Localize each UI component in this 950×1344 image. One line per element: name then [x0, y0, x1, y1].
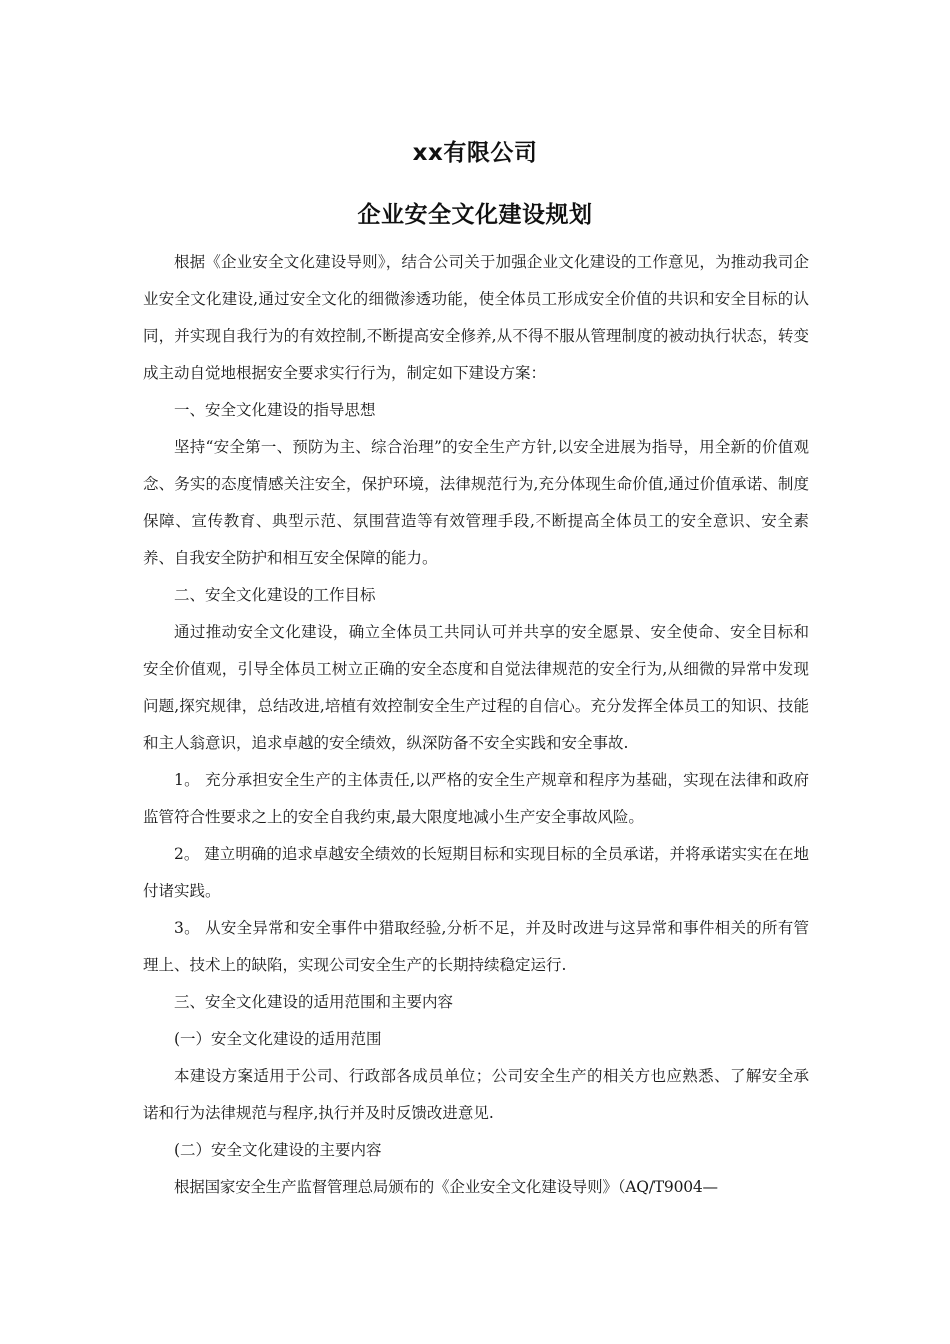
- scope-paragraph: 本建设方案适用于公司、行政部各成员单位；公司安全生产的相关方也应熟悉、了解安全承诺和行为法律规范与程序,执行并及时反馈改进意见.: [143, 1067, 809, 1122]
- intro-paragraph: 根据《企业安全文化建设导则》，结合公司关于加强企业文化建设的工作意见，为推动我司企业安全文化建设,通过安全文化的细微渗透功能，使全体员工形成安全价值的共识和安全目标的认同，并实现自我行为的有效控制,不断提高安全修养,从不得不服从管理制度的被动执行状态，转变成主动自觉地根据安全要求实行行为，制定如下建设方案：: [143, 253, 809, 382]
- company-title: xx有限公司: [412, 140, 538, 166]
- guiding-ideology-paragraph: 坚持“安全第一、预防为主、综合治理”的安全生产方针,以安全进展为指导，用全新的价值观念、务实的态度情感关注安全，保护环境，法律规范行为,充分体现生命价值,通过价值承诺、制度保障、宣传教育、典型示范、氛围营造等有效管理手段,不断提高全体员工的安全意识、安全素养、自我安全防护和相互安全保障的能力。: [143, 438, 809, 567]
- goal-item-1: 1。 充分承担安全生产的主体责任,以严格的安全生产规章和程序为基础，实现在法律和政府监管符合性要求之上的安全自我约束,最大限度地减小生产安全事故风险。: [143, 771, 809, 826]
- subsection-heading-scope: (一）安全文化建设的适用范围: [174, 1030, 382, 1048]
- section-heading-work-goals: 二、安全文化建设的工作目标: [174, 586, 376, 604]
- main-content-paragraph: 根据国家安全生产监督管理总局颁布的《企业安全文化建设导则》（AQ/T9004—: [174, 1178, 718, 1196]
- goal-item-2: 2。 建立明确的追求卓越安全绩效的长短期目标和实现目标的全员承诺，并将承诺实实在在地付诸实践。: [143, 845, 809, 900]
- document-title: 企业安全文化建设规划: [357, 202, 593, 228]
- section-heading-guiding-ideology: 一、安全文化建设的指导思想: [174, 401, 376, 419]
- section-heading-scope-content: 三、安全文化建设的适用范围和主要内容: [174, 993, 454, 1011]
- document-body: [143, 244, 809, 1206]
- work-goals-paragraph: 通过推动安全文化建设，确立全体员工共同认可并共享的安全愿景、安全使命、安全目标和安全价值观，引导全体员工树立正确的安全态度和自觉法律规范的安全行为,从细微的异常中发现问题,探究规律，总结改进,培植有效控制安全生产过程的自信心。充分发挥全体员工的知识、技能和主人翁意识，追求卓越的安全绩效，纵深防备不安全实践和安全事故.: [143, 623, 809, 752]
- subsection-heading-main-content: (二）安全文化建设的主要内容: [174, 1141, 382, 1159]
- goal-item-3: 3。 从安全异常和安全事件中猎取经验,分析不足，并及时改进与这异常和事件相关的所有管理上、技术上的缺陷，实现公司安全生产的长期持续稳定运行.: [143, 919, 809, 974]
